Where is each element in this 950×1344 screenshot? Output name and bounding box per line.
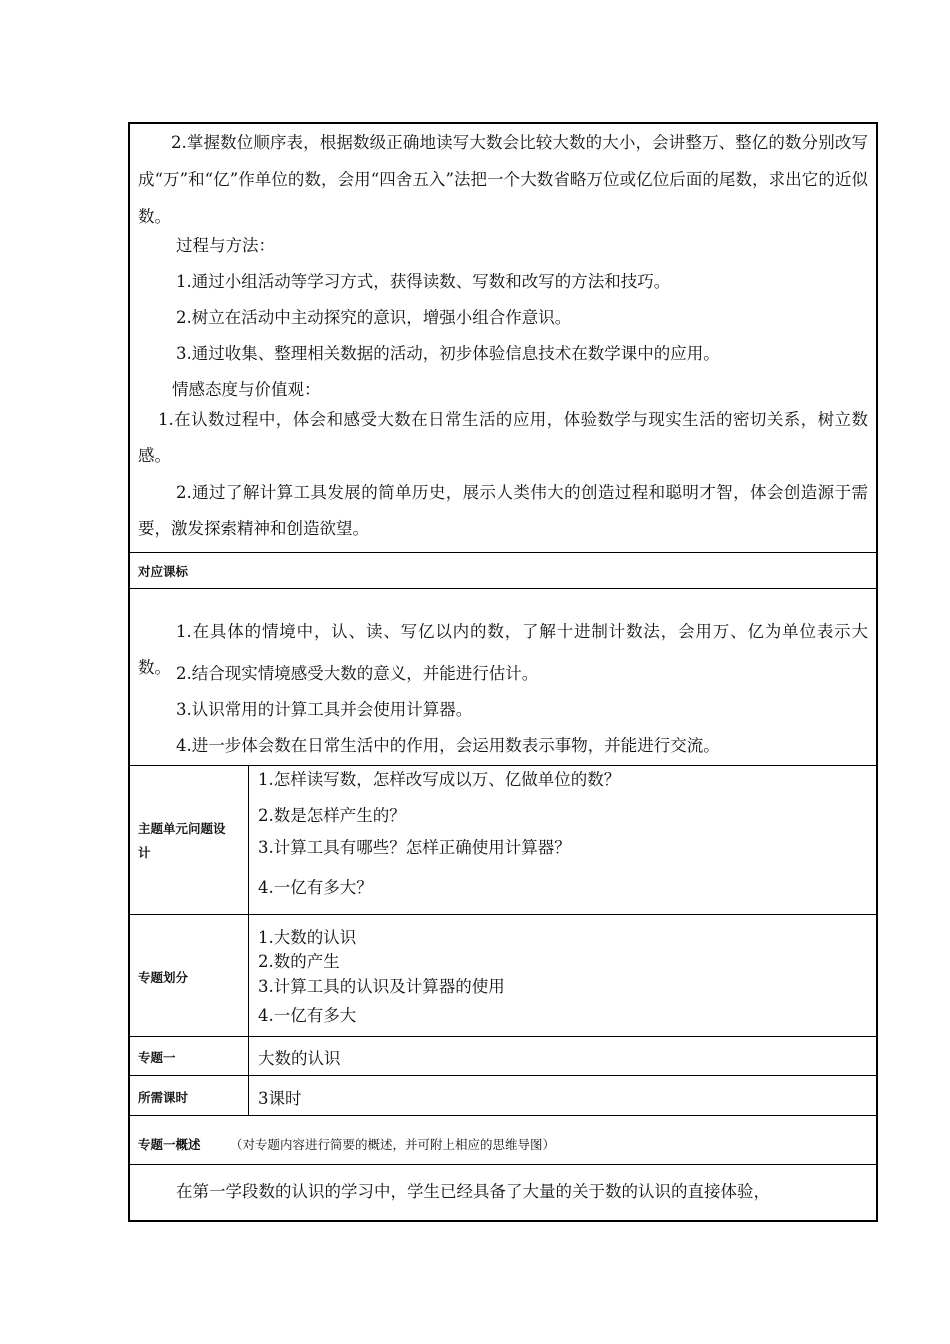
topic-one-label: 专题一 (138, 1050, 176, 1065)
row-divider (128, 914, 876, 915)
row-divider (128, 588, 876, 589)
column-divider (248, 765, 249, 1115)
topic-item-4: 4.一亿有多大 (258, 1006, 357, 1025)
emotion-heading: 情感态度与价值观： (172, 380, 321, 399)
hours-label: 所需课时 (138, 1090, 189, 1105)
row-divider (128, 1164, 876, 1165)
overview-label: 专题一概述 (138, 1137, 201, 1152)
questions-label-line-2: 计 (138, 845, 151, 860)
questions-label-line-1: 主题单元问题设 (138, 821, 226, 836)
standards-label: 对应课标 (138, 564, 189, 579)
row-divider (128, 1115, 876, 1116)
question-item-1: 1.怎样读写数，怎样改写成以万、亿做单位的数？ (258, 770, 621, 789)
topic-item-3: 3.计算工具的认识及计算器的使用 (258, 977, 505, 996)
topic-one-value: 大数的认识 (258, 1049, 341, 1068)
topic-item-2: 2.数的产生 (258, 952, 340, 971)
overview-text: 在第一学段数的认识的学习中，学生已经具备了大量的关于数的认识的直接体验， (176, 1182, 770, 1201)
hours-value: 3课时 (258, 1089, 302, 1108)
topic-item-1: 1.大数的认识 (258, 928, 357, 947)
row-divider (128, 552, 876, 553)
emotion-item-1: 1.在认数过程中，体会和感受大数在日常生活的应用，体验数学与现实生活的密切关系，树立数感。 (138, 410, 868, 465)
lesson-plan-table (128, 122, 876, 1220)
emotion-item-2: 2.通过了解计算工具发展的简单历史，展示人类伟大的创造过程和聪明才智，体会创造源于需要，激发探索精神和创造欲望。 (138, 483, 868, 538)
process-item-3: 3.通过收集、整理相关数据的活动，初步体验信息技术在数学课中的应用。 (176, 344, 720, 363)
topics-label: 专题划分 (138, 970, 189, 985)
question-item-3: 3.计算工具有哪些？怎样正确使用计算器？ (258, 838, 571, 857)
question-item-2: 2.数是怎样产生的？ (258, 806, 406, 825)
standards-item-3: 3.认识常用的计算工具并会使用计算器。 (176, 700, 473, 719)
standards-item-2: 2.结合现实情境感受大数的意义，并能进行估计。 (176, 664, 539, 683)
knowledge-item-2: 2.掌握数位顺序表，根据数级正确地读写大数会比较大数的大小，会讲整万、整亿的数分别改写成“万”和“亿”作单位的数，会用“四舍五入”法把一个大数省略万位或亿位后面的尾数，求出它的近似数。 (138, 133, 868, 226)
standards-item-1: 1.在具体的情境中，认、读、写亿以内的数，了解十进制计数法，会用万、亿为单位表示大数。 (138, 622, 868, 677)
overview-note: （对专题内容进行简要的概述，并可附上相应的思维导图） (230, 1137, 556, 1152)
process-item-1: 1.通过小组活动等学习方式，获得读数、写数和改写的方法和技巧。 (176, 272, 671, 291)
process-heading: 过程与方法： (176, 236, 275, 255)
standards-item-4: 4.进一步体会数在日常生活中的作用，会运用数表示事物，并能进行交流。 (176, 736, 720, 755)
process-item-2: 2.树立在活动中主动探究的意识，增强小组合作意识。 (176, 308, 572, 327)
question-item-4: 4.一亿有多大？ (258, 878, 373, 897)
row-divider (128, 1075, 876, 1076)
row-divider (128, 1036, 876, 1037)
